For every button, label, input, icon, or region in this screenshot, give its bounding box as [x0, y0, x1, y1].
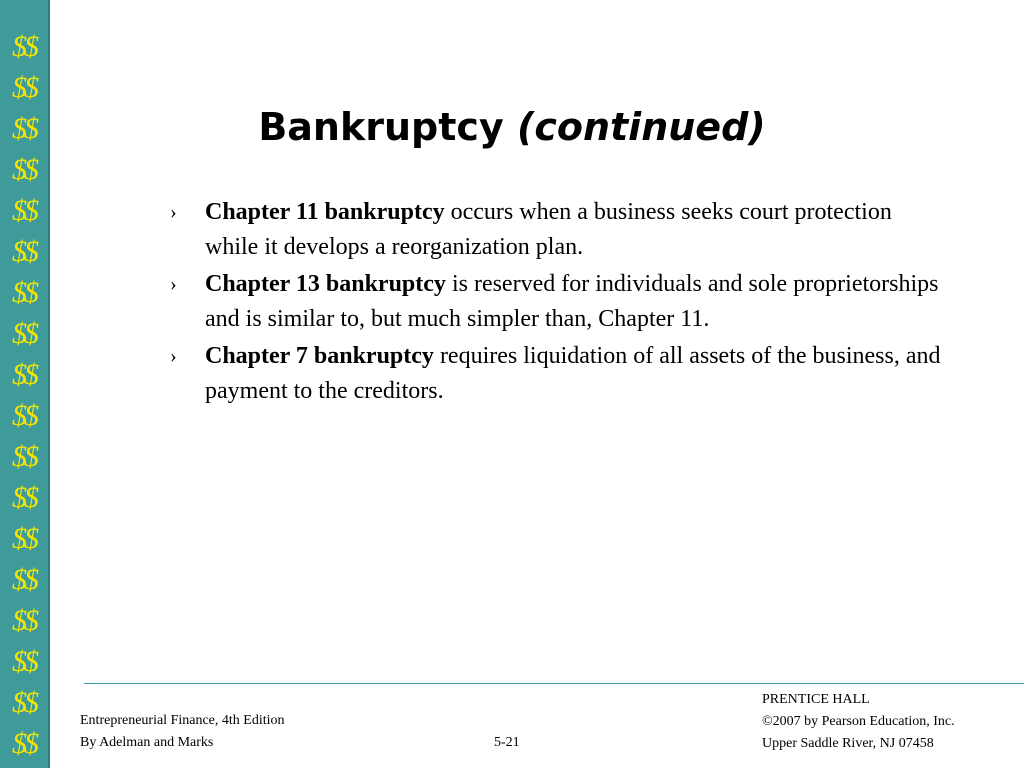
- bullet-list: [170, 195, 950, 411]
- bullet-text: requires liquidation of all assets of the business, and payment to the creditors.: [205, 343, 941, 404]
- dollar-mark: $$: [12, 153, 36, 186]
- publisher-address: Upper Saddle River, NJ 07458: [762, 736, 934, 751]
- dollar-mark: $$: [12, 399, 36, 432]
- dollar-mark: $$: [12, 604, 36, 637]
- dollar-mark: $$: [12, 645, 36, 678]
- dollar-mark: $$: [12, 112, 36, 145]
- dollar-mark: $$: [12, 563, 36, 596]
- dollar-mark: $$: [12, 317, 36, 350]
- dollar-mark: $$: [12, 276, 36, 309]
- page-number: 5-21: [494, 735, 520, 750]
- dollar-mark: $$: [12, 30, 36, 63]
- bullet-glyph: ›: [170, 345, 177, 367]
- publisher-copyright: ©2007 by Pearson Education, Inc.: [762, 714, 955, 729]
- bullet-term: Chapter 13 bankruptcy: [205, 271, 446, 297]
- bullet-term: Chapter 11 bankruptcy: [205, 199, 445, 225]
- publisher-name: PRENTICE HALL: [762, 692, 870, 707]
- footer-book-info: [80, 710, 285, 754]
- bullet-item: [170, 267, 950, 337]
- bullet-glyph: ›: [170, 201, 177, 223]
- dollar-mark: $$: [12, 440, 36, 473]
- footer-publisher: [762, 689, 955, 755]
- bullet-text: occurs when a business seeks court protection while it develops a reorganization plan.: [205, 199, 892, 260]
- slide-title: [0, 105, 1024, 149]
- dollar-mark: $$: [12, 727, 36, 760]
- title-main: Bankruptcy: [258, 105, 504, 149]
- bullet-term: Chapter 7 bankruptcy: [205, 343, 434, 369]
- dollar-mark: $$: [12, 522, 36, 555]
- footer-authors: By Adelman and Marks: [80, 735, 214, 750]
- bullet-glyph: ›: [170, 273, 177, 295]
- bullet-item: [170, 339, 950, 409]
- footer-divider: [84, 683, 1024, 684]
- bullet-text: is reserved for individuals and sole proprietorships and is similar to, but much simpler than, Chapter 11.: [205, 271, 939, 332]
- dollar-mark: $$: [12, 71, 36, 104]
- dollar-mark: $$: [12, 686, 36, 719]
- dollar-mark: $$: [12, 235, 36, 268]
- title-suffix: (continued): [516, 105, 766, 149]
- bullet-item: [170, 195, 950, 265]
- footer-book-title: Entrepreneurial Finance, 4th Edition: [80, 713, 285, 728]
- dollar-mark: $$: [12, 358, 36, 391]
- dollar-mark: $$: [12, 194, 36, 227]
- dollar-mark: $$: [12, 481, 36, 514]
